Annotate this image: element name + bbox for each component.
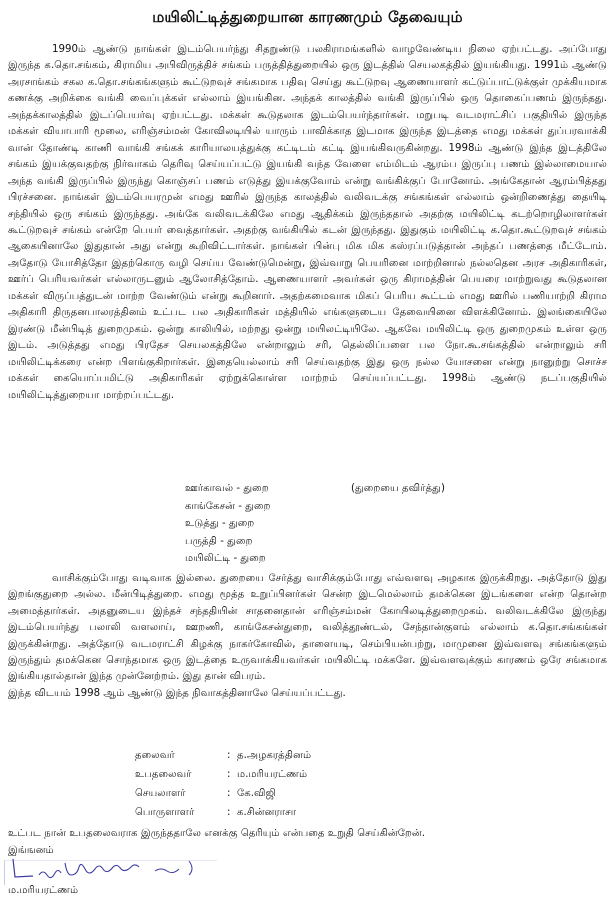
paragraph-3-text: இந்த விடயம் 1998 ஆம் ஆண்டு இந்த நிவாகத்தினாலே செய்யப்பட்டது. bbox=[8, 687, 346, 699]
officer-role: பொருளாளர் bbox=[135, 807, 195, 818]
port-row bbox=[185, 498, 545, 516]
signer-name: ம.மரியரட்ணம் bbox=[8, 885, 79, 896]
paragraph-1-text: 1990ம் ஆண்டு நாங்கள் இடம்பெயர்ந்து சிதறுண்டு பலகிராமங்களில் வாழவேண்டிய நிலை ஏற்பட்டது. அப்போது இருந்த க.தொ.சங்கம், கிராமிய அபிவிருத்திச் சங்கம் பருத்தித்துறையில் ஒரு இடத்தில் செயலகத்தில் இயங்கியது. 1991ம் ஆண்டு அரசாங்கம் சகல க.தொ.சங்கங்களும் கூட்டுறவுச் சங்கமாக பதிவு செய்து கூட்டுறவு ஆணையாளர் கட்டுப்பாட்டுக்குள் முக்கியமாக கணக்கு அறிக்கை வங்கி வைப்புக்கள் எல்லாம் இயங்கின. அந்தக் காலத்தில் வங்கி இருப்பில் ஒரு தொகைப்பணம் இருந்தது. அந்தக்காலத்தில் இடப்பெயர்வு ஏற்பட்டது. மக்கள் கூடுதலாக இடம்பெயர்ந்தார்கள். மறுபடி வடமராட்சிப் பகுதியில் இருந்த மக்கள் வியாபாரி மூலை, எரிஞ்சம்மன் கோவிலடியில் யாரும் பாவிக்காத இடமாக இருந்த இடத்தை எமது மக்கள் துப்பரவாக்கி வான் தோண்டி காணி வாங்கி சங்கக் காரியாலயத்துக்கு கட்டிடம் கட்டி இயங்கிவருகின்றது. 1998ம் ஆண்டு இந்த இடத்திலே சங்கம் இயக்குவதற்கு நிர்வாகம் தெரிவு செய்யப்பட்டு இயங்கி வந்த வேளை எம்மிடம் ஆரம்ப இருப்பு பணம் இல்லாமையால் அந்த வங்கி இருப்பில் இருந்து கொஞ்சப் பணம் எடுத்து இயக்குவோம் என்று வங்கிக்குப் போனோம். அங்கேதான் ஆரம்பித்தது பிரச்சனை. நாங்கள் இடம்பெயரமுன் எமது ஊரில் இருந்த காலத்தில் வலிவடக்கு சங்கங்கள் எல்லாம் ஒன்றிணைத்து தையிடி சந்தியில் ஒரு சங்கம் இருந்தது. அங்கே வலிவடக்கிலே எமது ஆதிக்கம் இருந்ததால் அதற்கு மயிலிட்டி கடற்றொழிலாளர்கள் கூட்டுறவுச் சங்கம் என்றே பெயர் வைத்தார்கள். அதற்கு வங்கியில் கடன் இருந்தது. இதுகும் மயிலிட்டி க.தொ.கூட்டுறவுச் சங்கம் ஆகையினாலே இதுதான் அது என்று கூறிவிட்டார்கள். நாங்கள் பின்பு மிக மிக கஸ்ரப்படுத்தான் அந்தப் பணத்தை மீட்டோம். அதோடு யோசித்தோ இதற்கொரு வழி செய்ய வேண்டுமென்று, இவ்வாறு பெயரினை மாற்றினால் நல்லதென அரச அதிகாரிகள், ஊர்ப் பெரியவர்கள் எல்லாருடனும் ஆலோசித்தோம். ஆணையாளர் அவர்கள் ஒரு கிராமத்தின் பெயரை மாற்றுவது கூடுதலான மக்கள் விருப்பத்துடன் மாற்ற வேண்டும் என்று கூறினார். அதற்கமைவாக மிகப் பெரிய கூட்டம் எமது ஊரில் பணியாற்றி கிராம அதிகாரி திருதனபாலரத்தினம் உட்பட பல அதிகாரிகள் மத்தியில் எங்களுடைய தேவையினை விளக்கினோம். இலங்கையிலே இரண்டு மீன்பிடித் துறைமுகம். ஒன்று காலியில், மற்றது ஒன்று மயிலட்டியிலே. ஆகவே மயிலிட்டி ஒரு துறைமுகம் உள்ள ஒரு இடம். அடுத்தது எமது பிரதேச செயலகத்திலே என்றாலும் சரி, தெல்லிப்பளை பல நோ.கூ.சங்கத்தில் என்றாலும் சரி மயிலிட்டிக்கரை என்ற பிளங்குகிறார்கள். இதையெல்லாம் சரி செய்வதற்கு இது ஒரு நல்ல யோசனை என்று நானுற்று சொச்ச மக்கள் கையொப்பமிட்டு அதிகாரிகள் ஏற்றுக்கொள்ள மாற்றம் செய்யப்பட்டது. 1998ம் ஆண்டு நடப்பகுதியில் மயிலிட்டித்துறையா மாற்றப்பட்டது. bbox=[8, 44, 607, 401]
paragraph-harbour bbox=[8, 571, 607, 702]
officer-role: செயலாளர் bbox=[135, 788, 186, 799]
officer-colon: : bbox=[227, 750, 231, 761]
officer-name: த.அழகரத்தினம் bbox=[237, 750, 312, 761]
officer-colon: : bbox=[227, 788, 231, 799]
port-row bbox=[185, 533, 545, 551]
officer-name: க.சின்னராசா bbox=[237, 807, 297, 818]
officer-colon: : bbox=[227, 769, 231, 780]
paragraph-history bbox=[8, 42, 607, 404]
port-note: (துறையை தவிர்த்து) bbox=[351, 483, 445, 494]
officer-row bbox=[135, 803, 435, 822]
port-row bbox=[185, 480, 545, 498]
port-name: உடுத்து - துறை bbox=[185, 518, 255, 529]
closing-statement: உட்பட நான் உபதலைவராக இருந்ததாலே எனக்கு தெரியும் என்பதை உறுதி செய்கின்றேன். bbox=[8, 828, 426, 839]
port-name: மயிலிட்டி - துறை bbox=[185, 553, 266, 564]
officer-name: கே.விஜி bbox=[237, 788, 276, 799]
signature-area bbox=[4, 860, 217, 885]
port-note bbox=[347, 498, 351, 516]
port-name: பருத்தி - துறை bbox=[185, 535, 253, 547]
handwritten-signature-icon bbox=[5, 855, 217, 885]
port-name: ஊர்காவல் - துறை bbox=[185, 483, 269, 494]
port-note bbox=[347, 515, 351, 533]
port-names-list bbox=[185, 480, 545, 568]
paragraph-2-text: வாசிக்கும்போது வடிவாக இல்லை. துறையை சேர்த்து வாசிக்கும்போது எவ்வளவு அழகாக இருக்கிறது. அத்தோடு இது இறங்குதுறை அல்ல. மீன்பிடித்துறை. எமது மூத்த உறுப்பினர்கள் சென்ற இடமெல்லாம் தமக்கென இடங்களை என்ற தொன்ற அமைத்தார்கள். அதனுடைய இந்தச் சந்ததியின் சாதனைதான் எரிஞ்சம்மன் கோயிலடித்துறைமுகம். வலிவடக்கிலே இருந்து இடம்பெயர்ந்து பலாலி வளலாய், ஊறணி, காங்கேசன்துறை, வலித்தூண்டல், சேந்தான்குளம் எல்லாம் க.தொ.சங்கங்கள் இருக்கின்றது. அத்தோடு வடமராட்சி கிழக்கு நாகர்கோவில், தாளையடி, செம்பியன்பற்று, மாமுனை இவ்வளவு சங்கங்களும் இருந்தும் தமக்கென சொந்தமாக ஒரு இடத்தை உருவாக்கியவர்கள் மயிலிட்டி மக்களே. இவ்வளவுக்கும் காரணம் ஒரே சங்கமாக இங்கியதால்தான் இந்த முன்னேற்றம். இது தான் விபரம். bbox=[8, 573, 607, 683]
salutation: இங்ஙனம் bbox=[8, 845, 54, 856]
officer-name: ம.மரியரட்ணம் bbox=[237, 769, 308, 780]
officer-row bbox=[135, 765, 435, 784]
officer-role: உபதலைவர் bbox=[135, 769, 192, 780]
officers-list bbox=[135, 746, 435, 822]
officer-row bbox=[135, 784, 435, 803]
page-title: மயிலிட்டித்துறையான காரணமும் தேவையும் bbox=[152, 8, 463, 26]
officer-colon: : bbox=[227, 807, 231, 818]
port-row bbox=[185, 550, 545, 568]
officer-row bbox=[135, 746, 435, 765]
port-note bbox=[347, 550, 351, 568]
officer-role: தலைவர் bbox=[135, 750, 175, 761]
port-note bbox=[347, 533, 351, 551]
port-name: காங்கேசன் - துறை bbox=[185, 500, 271, 512]
port-row bbox=[185, 515, 545, 533]
